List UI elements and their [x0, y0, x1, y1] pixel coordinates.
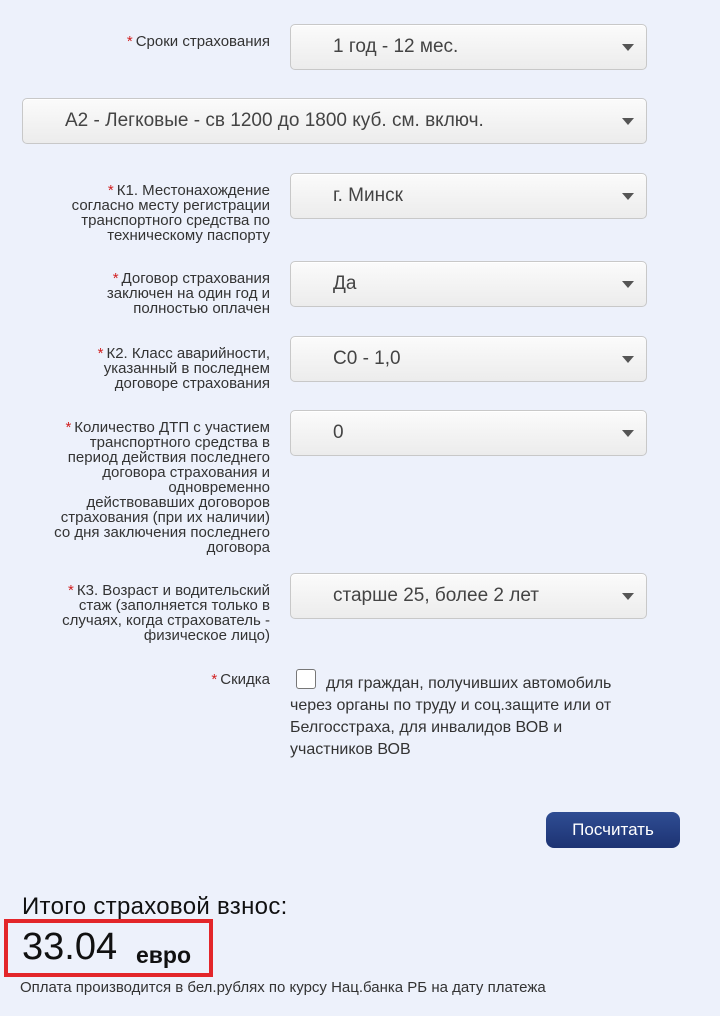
chevron-down-icon — [622, 430, 634, 437]
k3-age-experience-select[interactable] — [290, 573, 647, 619]
contract-value: Да — [333, 273, 357, 294]
term-label: * Сроки страхования — [126, 33, 270, 50]
accidents-count-value: 0 — [333, 422, 344, 443]
contract-select[interactable] — [290, 261, 647, 307]
discount-description: для граждан, получивших автомобиль через органы по труду и соц.защите или от Белгосстраха, для инвалидов ВОВ и участников ВОВ — [290, 675, 612, 758]
vehicle-category-value: А2 - Легковые - св 1200 до 1800 куб. см. включ. — [65, 110, 484, 131]
term-select[interactable] — [290, 24, 647, 70]
k3-age-experience-value: старше 25, более 2 лет — [333, 585, 540, 606]
total-title: Итого страховой взнос: — [22, 893, 288, 920]
chevron-down-icon — [622, 356, 634, 363]
k1-label: * К1. Местонахождение согласно месту регистрации транспортного средства по техническому паспорту — [71, 182, 270, 244]
k1-location-value: г. Минск — [333, 185, 403, 206]
discount-label: * Скидка — [211, 671, 270, 688]
accidents-label: * Количество ДТП с участием транспортного средства в период действия последнего договора страхования и одновременно действовавших договоров страхования (при их наличии) со дня заключения последнего договора — [54, 419, 270, 556]
payment-note: Оплата производится в бел.рублях по курсу Нац.банка РБ на дату платежа — [20, 979, 546, 996]
accidents-count-select[interactable] — [290, 410, 647, 456]
k3-label: * К3. Возраст и водительский стаж (заполняется только в случаях, когда страхователь - физическое лицо) — [62, 582, 270, 644]
contract-label: * Договор страхования заключен на один год и полностью оплачен — [106, 270, 270, 317]
term-value: 1 год - 12 мес. — [333, 36, 459, 57]
chevron-down-icon — [622, 118, 634, 125]
vehicle-category-select[interactable] — [22, 98, 647, 144]
total-currency: евро — [136, 942, 192, 968]
chevron-down-icon — [622, 193, 634, 200]
k2-label: * К2. Класс аварийности, указанный в последнем договоре страхования — [97, 345, 270, 392]
chevron-down-icon — [622, 281, 634, 288]
calculate-button[interactable]: Посчитать — [546, 812, 680, 848]
k1-location-select[interactable] — [290, 173, 647, 219]
total-amount: 33.04 — [22, 926, 118, 968]
chevron-down-icon — [622, 44, 634, 51]
chevron-down-icon — [622, 593, 634, 600]
k2-class-value: С0 - 1,0 — [333, 348, 401, 369]
k2-class-select[interactable] — [290, 336, 647, 382]
